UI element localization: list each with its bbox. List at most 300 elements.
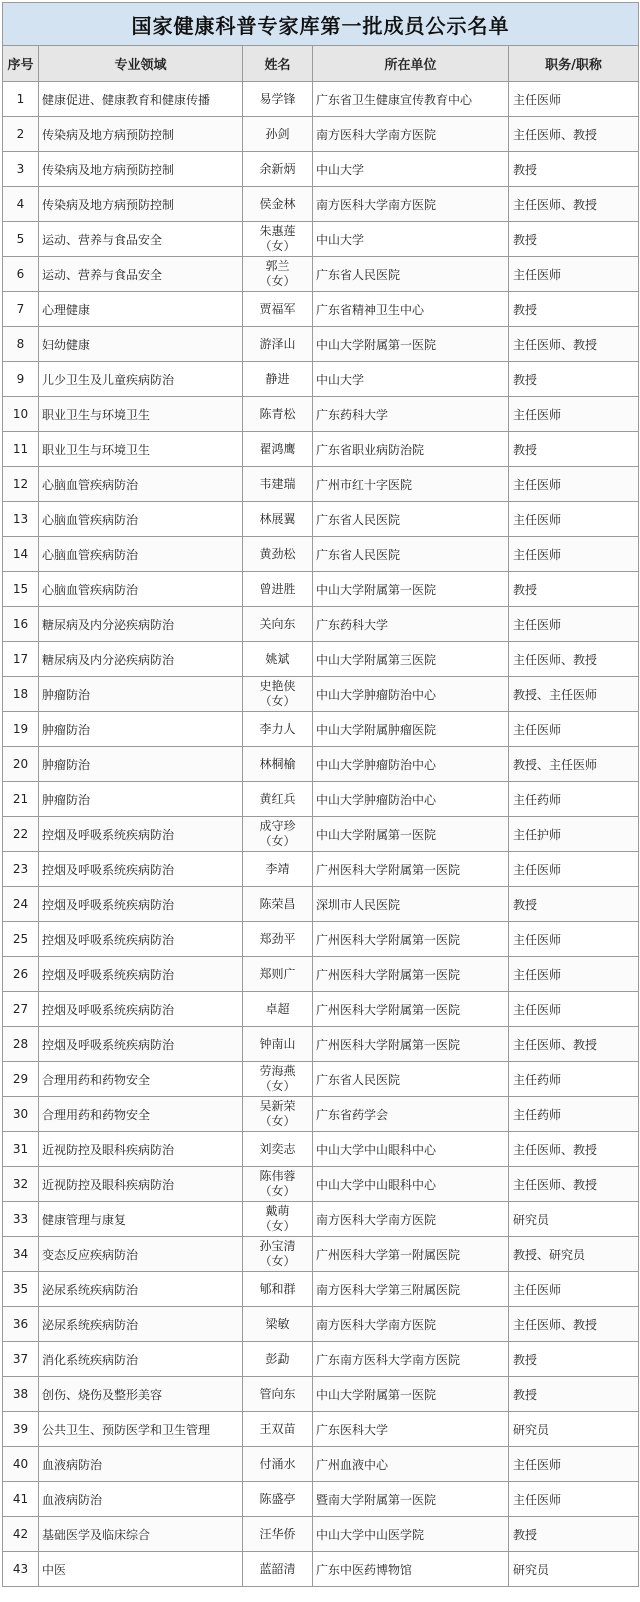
gender-note: （女） — [259, 1079, 296, 1093]
cell-title: 主任医师、教授 — [509, 1027, 639, 1062]
cell-no: 8 — [3, 327, 39, 362]
cell-name — [243, 1237, 313, 1272]
cell-title: 主任护师 — [509, 817, 639, 852]
table-row — [3, 1482, 639, 1517]
cell-title: 主任医师、教授 — [509, 1132, 639, 1167]
table-row — [3, 642, 639, 677]
cell-no: 19 — [3, 712, 39, 747]
person-name: 吴新荣 — [259, 1099, 296, 1113]
cell-unit: 广州医科大学附属第一医院 — [313, 957, 509, 992]
person-name: 朱惠莲 — [259, 224, 296, 238]
cell-no: 33 — [3, 1202, 39, 1237]
cell-no: 23 — [3, 852, 39, 887]
cell-field: 控烟及呼吸系统疾病防治 — [39, 887, 243, 922]
gender-note: （女） — [259, 1114, 296, 1128]
table-row — [3, 117, 639, 152]
person-name: 陈青松 — [259, 406, 296, 421]
cell-title: 主任医师 — [509, 1447, 639, 1482]
cell-title: 主任医师 — [509, 992, 639, 1027]
cell-no: 5 — [3, 222, 39, 257]
cell-unit: 广东省人民医院 — [313, 1062, 509, 1097]
cell-name — [243, 1202, 313, 1237]
header-title: 职务/职称 — [509, 46, 639, 82]
cell-unit: 广东南方医科大学南方医院 — [313, 1342, 509, 1377]
table-row — [3, 712, 639, 747]
cell-title: 主任医师 — [509, 537, 639, 572]
cell-field: 中医 — [39, 1552, 243, 1587]
cell-no: 32 — [3, 1167, 39, 1202]
cell-name — [243, 467, 313, 502]
cell-no: 39 — [3, 1412, 39, 1447]
table-row — [3, 1027, 639, 1062]
table-row — [3, 1307, 639, 1342]
cell-field: 控烟及呼吸系统疾病防治 — [39, 957, 243, 992]
table-row — [3, 782, 639, 817]
cell-name — [243, 572, 313, 607]
cell-field: 职业卫生与环境卫生 — [39, 432, 243, 467]
cell-field: 心脑血管疾病防治 — [39, 537, 243, 572]
person-name: 陈盛亭 — [259, 1491, 296, 1506]
cell-field: 心理健康 — [39, 292, 243, 327]
cell-title: 主任医师 — [509, 502, 639, 537]
cell-unit: 广东省职业病防治院 — [313, 432, 509, 467]
cell-unit: 南方医科大学南方医院 — [313, 117, 509, 152]
cell-field: 控烟及呼吸系统疾病防治 — [39, 852, 243, 887]
table-row — [3, 1552, 639, 1587]
cell-unit: 广州市红十字医院 — [313, 467, 509, 502]
person-name: 梁敏 — [265, 1316, 290, 1331]
cell-no: 22 — [3, 817, 39, 852]
cell-unit: 广东药科大学 — [313, 607, 509, 642]
cell-name — [243, 327, 313, 362]
table-row — [3, 747, 639, 782]
person-name: 陈伟蓉 — [259, 1169, 296, 1183]
cell-title: 主任医师 — [509, 1272, 639, 1307]
cell-name — [243, 1097, 313, 1132]
cell-title: 主任医师 — [509, 957, 639, 992]
page-title: 国家健康科普专家库第一批成员公示名单 — [3, 3, 639, 46]
cell-field: 公共卫生、预防医学和卫生管理 — [39, 1412, 243, 1447]
cell-field: 健康促进、健康教育和健康传播 — [39, 82, 243, 117]
person-name: 郑则广 — [259, 966, 296, 981]
person-name: 黄红兵 — [259, 791, 296, 806]
cell-field: 泌尿系统疾病防治 — [39, 1307, 243, 1342]
cell-no: 34 — [3, 1237, 39, 1272]
cell-field: 糖尿病及内分泌疾病防治 — [39, 642, 243, 677]
cell-no: 18 — [3, 677, 39, 712]
table-body — [3, 82, 639, 1587]
table-row — [3, 957, 639, 992]
cell-no: 26 — [3, 957, 39, 992]
cell-unit: 中山大学 — [313, 222, 509, 257]
header-row — [3, 46, 639, 82]
table-row — [3, 152, 639, 187]
cell-title: 教授 — [509, 572, 639, 607]
cell-field: 职业卫生与环境卫生 — [39, 397, 243, 432]
table-row — [3, 187, 639, 222]
cell-no: 15 — [3, 572, 39, 607]
cell-unit: 广东省人民医院 — [313, 537, 509, 572]
person-name: 刘奕志 — [259, 1141, 296, 1156]
cell-field: 近视防控及眼科疾病防治 — [39, 1132, 243, 1167]
cell-title: 教授 — [509, 292, 639, 327]
person-name: 林桐榆 — [259, 756, 296, 771]
cell-no: 43 — [3, 1552, 39, 1587]
cell-title: 主任医师、教授 — [509, 117, 639, 152]
table-row — [3, 677, 639, 712]
cell-field: 控烟及呼吸系统疾病防治 — [39, 992, 243, 1027]
cell-field: 心脑血管疾病防治 — [39, 502, 243, 537]
cell-name — [243, 187, 313, 222]
cell-name — [243, 747, 313, 782]
person-name: 劳海燕 — [259, 1064, 296, 1078]
table-row — [3, 922, 639, 957]
cell-unit: 中山大学附属第一医院 — [313, 1377, 509, 1412]
cell-unit: 中山大学肿瘤防治中心 — [313, 782, 509, 817]
cell-unit: 广州医科大学附属第一医院 — [313, 1027, 509, 1062]
cell-name — [243, 677, 313, 712]
cell-no: 38 — [3, 1377, 39, 1412]
cell-field: 血液病防治 — [39, 1482, 243, 1517]
table-row — [3, 1132, 639, 1167]
gender-note: （女） — [259, 1184, 296, 1198]
cell-name — [243, 1272, 313, 1307]
person-name: 黄劲松 — [259, 546, 296, 561]
table-row — [3, 1447, 639, 1482]
cell-title: 主任医师、教授 — [509, 1307, 639, 1342]
person-name: 孙剑 — [265, 126, 290, 141]
cell-no: 30 — [3, 1097, 39, 1132]
person-name: 李力人 — [259, 721, 296, 736]
cell-unit: 广东省卫生健康宣传教育中心 — [313, 82, 509, 117]
header-field: 专业领域 — [39, 46, 243, 82]
person-name: 付涌水 — [259, 1456, 296, 1471]
cell-title: 研究员 — [509, 1412, 639, 1447]
cell-field: 传染病及地方病预防控制 — [39, 187, 243, 222]
cell-no: 9 — [3, 362, 39, 397]
cell-title: 教授、主任医师 — [509, 677, 639, 712]
cell-name — [243, 782, 313, 817]
cell-unit: 广州血液中心 — [313, 1447, 509, 1482]
cell-name — [243, 397, 313, 432]
cell-name — [243, 537, 313, 572]
cell-title: 主任医师 — [509, 82, 639, 117]
cell-field: 合理用药和药物安全 — [39, 1097, 243, 1132]
person-name: 史艳侠 — [259, 679, 296, 693]
cell-title: 主任医师 — [509, 712, 639, 747]
table-row — [3, 1237, 639, 1272]
table-row — [3, 82, 639, 117]
cell-title: 教授 — [509, 1342, 639, 1377]
cell-unit: 中山大学肿瘤防治中心 — [313, 747, 509, 782]
cell-name — [243, 502, 313, 537]
cell-no: 13 — [3, 502, 39, 537]
cell-field: 传染病及地方病预防控制 — [39, 152, 243, 187]
table-row — [3, 1202, 639, 1237]
person-name: 余新炳 — [259, 161, 296, 176]
cell-no: 10 — [3, 397, 39, 432]
person-name: 蓝韶清 — [259, 1561, 296, 1576]
cell-field: 心脑血管疾病防治 — [39, 572, 243, 607]
cell-unit: 中山大学中山医学院 — [313, 1517, 509, 1552]
table-row — [3, 1342, 639, 1377]
cell-no: 31 — [3, 1132, 39, 1167]
cell-no: 24 — [3, 887, 39, 922]
gender-note: （女） — [259, 834, 296, 848]
header-no: 序号 — [3, 46, 39, 82]
cell-field: 控烟及呼吸系统疾病防治 — [39, 817, 243, 852]
cell-name — [243, 1482, 313, 1517]
person-name: 成守珍 — [259, 819, 296, 833]
cell-no: 20 — [3, 747, 39, 782]
cell-unit: 中山大学附属第三医院 — [313, 642, 509, 677]
cell-unit: 南方医科大学南方医院 — [313, 1307, 509, 1342]
gender-note: （女） — [259, 239, 296, 253]
cell-unit: 南方医科大学南方医院 — [313, 1202, 509, 1237]
cell-no: 12 — [3, 467, 39, 502]
cell-title: 主任医师 — [509, 852, 639, 887]
table-row — [3, 537, 639, 572]
person-name: 王双苗 — [259, 1421, 296, 1436]
person-name: 郭兰 — [265, 259, 290, 273]
cell-field: 血液病防治 — [39, 1447, 243, 1482]
roster-table — [2, 2, 639, 1587]
cell-field: 儿少卫生及儿童疾病防治 — [39, 362, 243, 397]
table-row — [3, 1062, 639, 1097]
person-name: 汪华侨 — [259, 1526, 296, 1541]
cell-no: 27 — [3, 992, 39, 1027]
cell-name — [243, 1412, 313, 1447]
cell-name — [243, 1132, 313, 1167]
header-unit: 所在单位 — [313, 46, 509, 82]
cell-name — [243, 712, 313, 747]
table-row — [3, 257, 639, 292]
cell-name — [243, 887, 313, 922]
person-name: 林展翼 — [259, 511, 296, 526]
cell-title: 教授 — [509, 1517, 639, 1552]
cell-title: 主任医师 — [509, 922, 639, 957]
cell-name — [243, 922, 313, 957]
person-name: 孙宝清 — [259, 1239, 296, 1253]
cell-unit: 中山大学 — [313, 362, 509, 397]
cell-title: 教授 — [509, 887, 639, 922]
cell-title: 研究员 — [509, 1202, 639, 1237]
cell-field: 肿瘤防治 — [39, 712, 243, 747]
cell-title: 教授、研究员 — [509, 1237, 639, 1272]
cell-field: 运动、营养与食品安全 — [39, 257, 243, 292]
table-row — [3, 607, 639, 642]
cell-unit: 广东药科大学 — [313, 397, 509, 432]
cell-title: 主任医师 — [509, 607, 639, 642]
cell-title: 主任医师、教授 — [509, 1167, 639, 1202]
cell-field: 糖尿病及内分泌疾病防治 — [39, 607, 243, 642]
gender-note: （女） — [259, 1254, 296, 1268]
table-row — [3, 887, 639, 922]
cell-field: 控烟及呼吸系统疾病防治 — [39, 1027, 243, 1062]
cell-no: 2 — [3, 117, 39, 152]
cell-name — [243, 257, 313, 292]
cell-name — [243, 957, 313, 992]
cell-name — [243, 1307, 313, 1342]
cell-title: 研究员 — [509, 1552, 639, 1587]
cell-name — [243, 817, 313, 852]
cell-title: 主任药师 — [509, 1097, 639, 1132]
cell-title: 教授 — [509, 222, 639, 257]
cell-no: 1 — [3, 82, 39, 117]
gender-note: （女） — [259, 1219, 296, 1233]
cell-unit: 中山大学中山眼科中心 — [313, 1132, 509, 1167]
cell-field: 泌尿系统疾病防治 — [39, 1272, 243, 1307]
table-row — [3, 432, 639, 467]
cell-name — [243, 222, 313, 257]
cell-no: 16 — [3, 607, 39, 642]
cell-field: 心脑血管疾病防治 — [39, 467, 243, 502]
cell-no: 42 — [3, 1517, 39, 1552]
cell-field: 近视防控及眼科疾病防治 — [39, 1167, 243, 1202]
person-name: 游泽山 — [259, 336, 296, 351]
cell-name — [243, 292, 313, 327]
person-name: 贾福军 — [259, 301, 296, 316]
table-row — [3, 362, 639, 397]
table-row — [3, 467, 639, 502]
header-name: 姓名 — [243, 46, 313, 82]
cell-no: 36 — [3, 1307, 39, 1342]
cell-no: 40 — [3, 1447, 39, 1482]
table-row — [3, 222, 639, 257]
cell-no: 4 — [3, 187, 39, 222]
cell-unit: 南方医科大学第三附属医院 — [313, 1272, 509, 1307]
cell-field: 消化系统疾病防治 — [39, 1342, 243, 1377]
cell-field: 肿瘤防治 — [39, 782, 243, 817]
cell-unit: 中山大学附属肿瘤医院 — [313, 712, 509, 747]
person-name: 郇和群 — [259, 1281, 296, 1296]
table-row — [3, 1377, 639, 1412]
cell-unit: 广东中医药博物馆 — [313, 1552, 509, 1587]
table-row — [3, 817, 639, 852]
cell-field: 妇幼健康 — [39, 327, 243, 362]
person-name: 管向东 — [259, 1386, 296, 1401]
table-row — [3, 1097, 639, 1132]
person-name: 卓超 — [265, 1001, 290, 1016]
cell-title: 主任药师 — [509, 782, 639, 817]
cell-title: 教授 — [509, 1377, 639, 1412]
cell-no: 6 — [3, 257, 39, 292]
cell-unit: 广州医科大学附属第一医院 — [313, 852, 509, 887]
cell-title: 主任医师、教授 — [509, 642, 639, 677]
cell-title: 主任医师 — [509, 257, 639, 292]
cell-no: 11 — [3, 432, 39, 467]
person-name: 翟鸿鹰 — [259, 441, 296, 456]
cell-title: 教授 — [509, 362, 639, 397]
cell-field: 传染病及地方病预防控制 — [39, 117, 243, 152]
cell-no: 35 — [3, 1272, 39, 1307]
cell-name — [243, 362, 313, 397]
cell-unit: 暨南大学附属第一医院 — [313, 1482, 509, 1517]
person-name: 关向东 — [259, 616, 296, 631]
cell-field: 肿瘤防治 — [39, 747, 243, 782]
cell-title: 主任药师 — [509, 1062, 639, 1097]
cell-name — [243, 1342, 313, 1377]
cell-title: 主任医师 — [509, 1482, 639, 1517]
cell-no: 41 — [3, 1482, 39, 1517]
cell-name — [243, 117, 313, 152]
cell-unit: 中山大学附属第一医院 — [313, 572, 509, 607]
cell-unit: 中山大学中山眼科中心 — [313, 1167, 509, 1202]
cell-name — [243, 1377, 313, 1412]
cell-title: 教授、主任医师 — [509, 747, 639, 782]
cell-unit: 广东省精神卫生中心 — [313, 292, 509, 327]
cell-title: 主任医师、教授 — [509, 187, 639, 222]
cell-unit: 中山大学 — [313, 152, 509, 187]
cell-no: 21 — [3, 782, 39, 817]
cell-no: 14 — [3, 537, 39, 572]
cell-unit: 广东省药学会 — [313, 1097, 509, 1132]
table-row — [3, 292, 639, 327]
cell-no: 17 — [3, 642, 39, 677]
cell-title: 教授 — [509, 152, 639, 187]
table-row — [3, 502, 639, 537]
roster-sheet — [2, 2, 638, 1600]
cell-name — [243, 607, 313, 642]
cell-no: 28 — [3, 1027, 39, 1062]
table-row — [3, 1517, 639, 1552]
person-name: 钟南山 — [259, 1036, 296, 1051]
person-name: 戴萌 — [265, 1204, 290, 1218]
cell-no: 25 — [3, 922, 39, 957]
cell-unit: 广州医科大学附属第一医院 — [313, 992, 509, 1027]
gender-note: （女） — [259, 274, 296, 288]
person-name: 侯金林 — [259, 196, 296, 211]
cell-name — [243, 1167, 313, 1202]
table-row — [3, 992, 639, 1027]
cell-name — [243, 852, 313, 887]
cell-unit: 广州医科大学附属第一医院 — [313, 922, 509, 957]
cell-no: 29 — [3, 1062, 39, 1097]
person-name: 韦建瑞 — [259, 476, 296, 491]
cell-unit: 广东省人民医院 — [313, 257, 509, 292]
table-row — [3, 327, 639, 362]
cell-title: 主任医师、教授 — [509, 327, 639, 362]
cell-title: 主任医师 — [509, 397, 639, 432]
cell-unit: 广东省人民医院 — [313, 502, 509, 537]
cell-field: 健康管理与康复 — [39, 1202, 243, 1237]
cell-name — [243, 1552, 313, 1587]
cell-unit: 广州医科大学第一附属医院 — [313, 1237, 509, 1272]
cell-name — [243, 642, 313, 677]
cell-title: 教授 — [509, 432, 639, 467]
cell-name — [243, 82, 313, 117]
cell-name — [243, 152, 313, 187]
cell-field: 控烟及呼吸系统疾病防治 — [39, 922, 243, 957]
cell-field: 合理用药和药物安全 — [39, 1062, 243, 1097]
cell-field: 基础医学及临床综合 — [39, 1517, 243, 1552]
cell-name — [243, 1517, 313, 1552]
cell-field: 运动、营养与食品安全 — [39, 222, 243, 257]
cell-name — [243, 432, 313, 467]
cell-name — [243, 1027, 313, 1062]
cell-name — [243, 1062, 313, 1097]
cell-unit: 深圳市人民医院 — [313, 887, 509, 922]
table-row — [3, 1412, 639, 1447]
cell-no: 7 — [3, 292, 39, 327]
cell-field: 创伤、烧伤及整形美容 — [39, 1377, 243, 1412]
cell-name — [243, 992, 313, 1027]
person-name: 李靖 — [265, 861, 290, 876]
cell-unit: 中山大学附属第一医院 — [313, 327, 509, 362]
table-row — [3, 1272, 639, 1307]
table-row — [3, 852, 639, 887]
title-row — [3, 3, 639, 46]
